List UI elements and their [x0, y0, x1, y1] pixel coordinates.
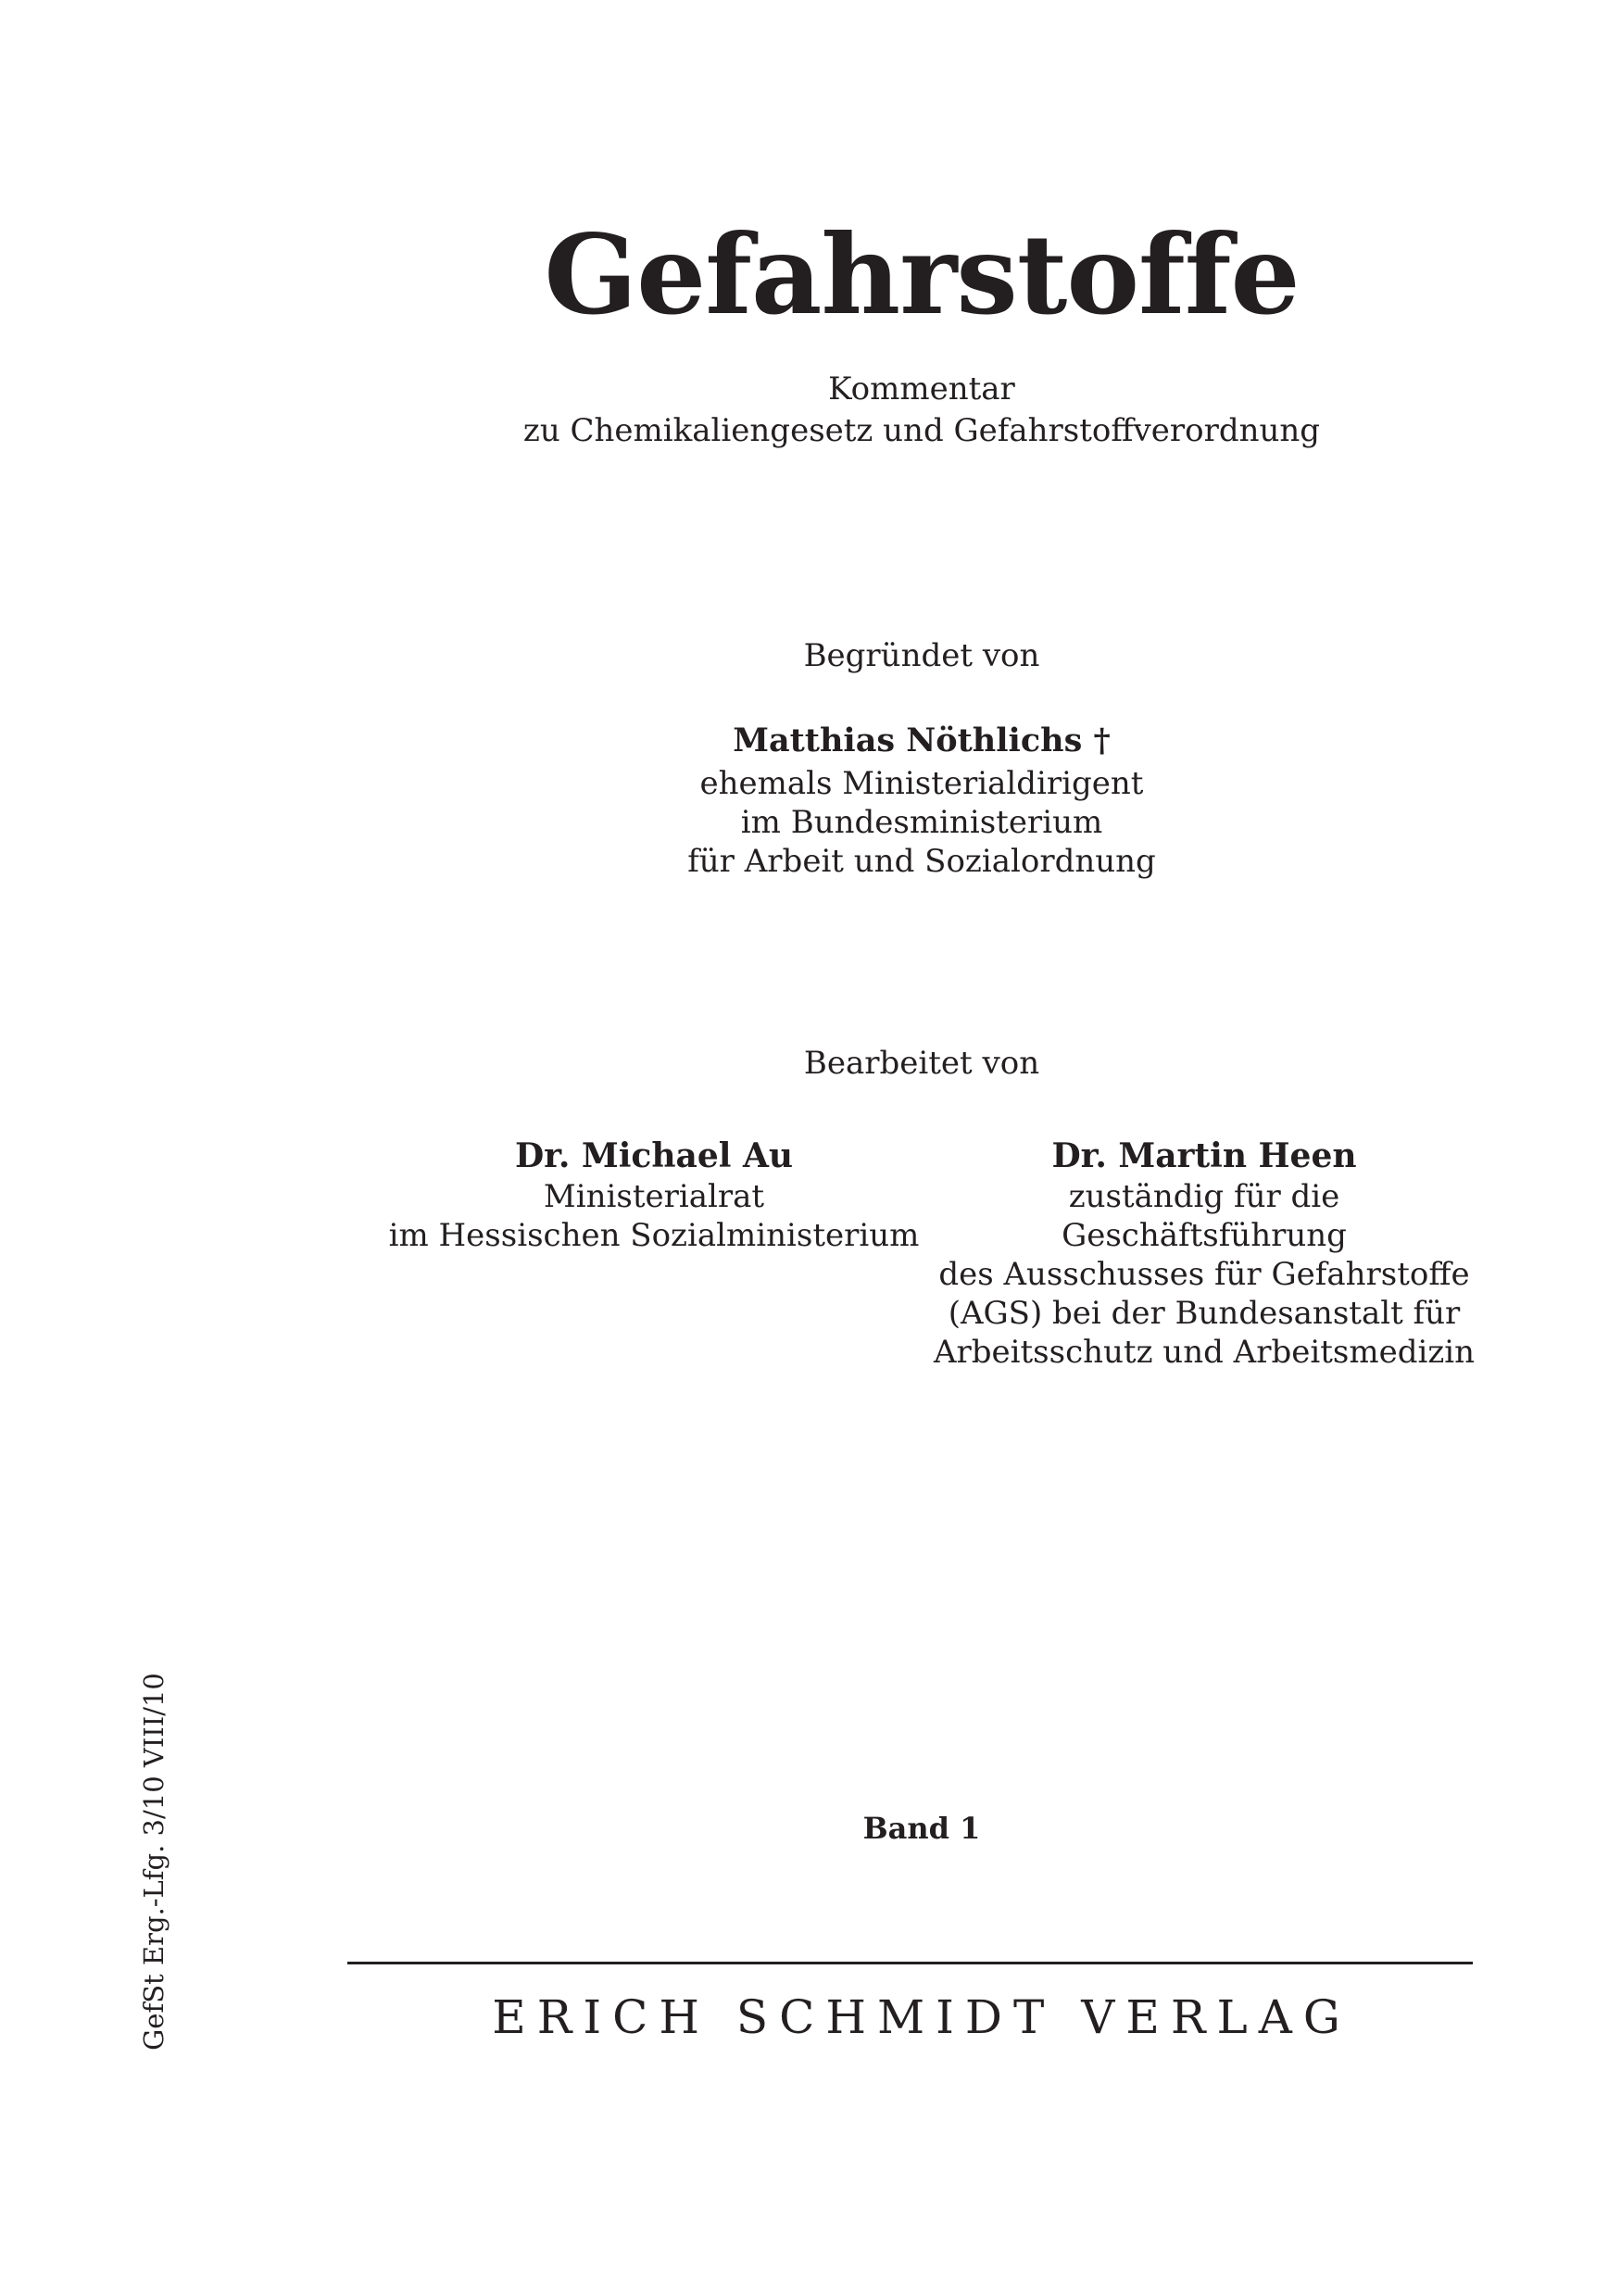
founder-line-1: ehemals Ministerialdirigent	[699, 765, 1144, 802]
editor-block-1	[376, 1135, 932, 1255]
founder-line-2: im Bundesministerium	[740, 804, 1103, 841]
editor-2-line-3: (AGS) bei der Bundesanstalt für	[948, 1295, 1461, 1332]
founder-line-3: für Arbeit und Sozialordnung	[687, 843, 1156, 880]
edition-side-note: GefSt Erg.-Lfg. 3/10 VIII/10	[138, 1673, 170, 2051]
volume-label: Band 1	[862, 1811, 981, 1846]
editor-name-1: Dr. Michael Au	[514, 1136, 794, 1175]
subtitle	[0, 369, 1621, 452]
founder-name: Matthias Nöthlichs †	[733, 721, 1111, 759]
founded-by-label: Begründet von	[803, 637, 1040, 674]
book-title: Gefahrstoffe	[544, 210, 1300, 339]
publisher-name: ERICH SCHMIDT VERLAG	[492, 1990, 1351, 2044]
editor-2-line-1: zuständig für die Geschäftsführung	[1062, 1178, 1347, 1254]
editor-2-line-4: Arbeitsschutz und Arbeitsmedizin	[933, 1334, 1476, 1371]
founder-block	[0, 718, 1621, 881]
editor-2-line-2: des Ausschusses für Gefahrstoffe	[938, 1256, 1470, 1293]
subtitle-line-2: zu Chemikaliengesetz und Gefahrstoffverordnung	[522, 412, 1321, 449]
edited-by-label: Bearbeitet von	[803, 1045, 1040, 1082]
editor-1-line-1: Ministerialrat	[543, 1178, 765, 1215]
editor-block-2	[926, 1135, 1482, 1372]
divider-rule	[347, 1962, 1473, 1964]
editor-name-2: Dr. Martin Heen	[1051, 1136, 1357, 1175]
subtitle-line-1: Kommentar	[828, 370, 1015, 408]
editor-1-line-2: im Hessischen Sozialministerium	[388, 1217, 920, 1254]
